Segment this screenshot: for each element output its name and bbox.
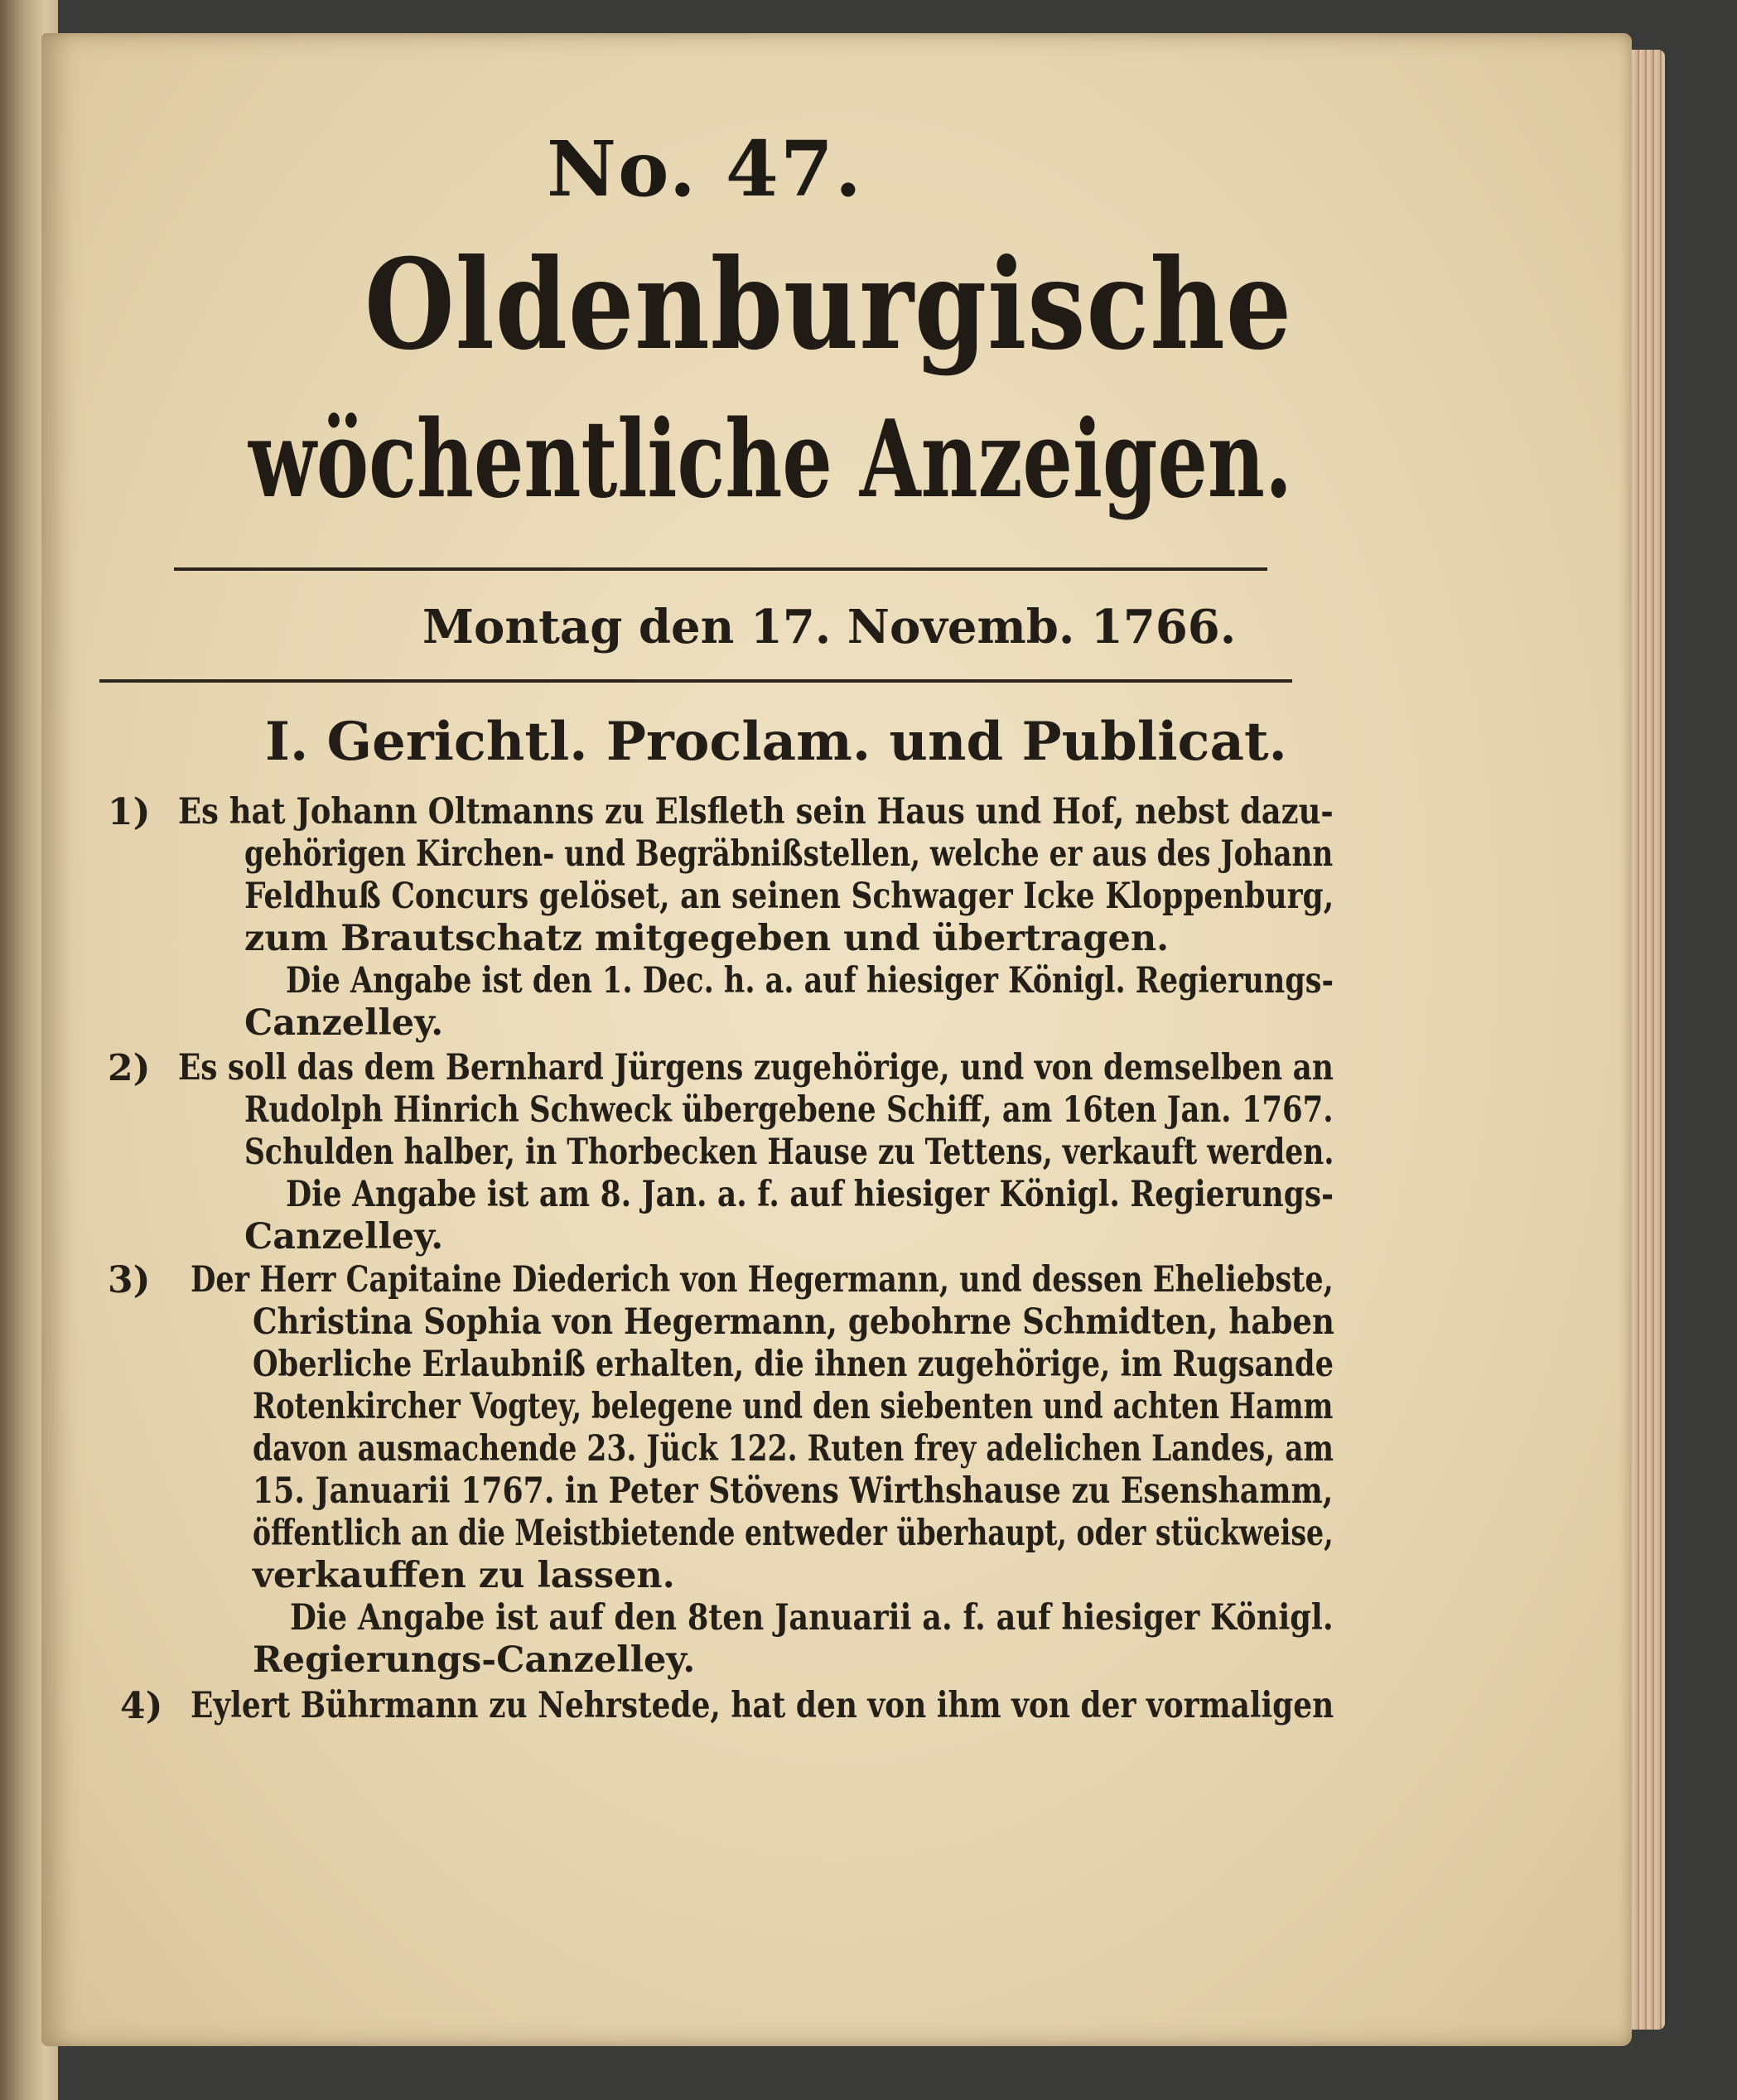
item-number: 2) [108,1047,151,1089]
section-heading: I. Gerichtl. Proclam. und Publicat. [265,711,1287,773]
item-line: Der Herr Capitaine Diederich von Hegermann, und dessen Eheliebste, [191,1259,1334,1301]
newspaper-title-line-1: Oldenburgische [364,232,1292,378]
item-line: Die Angabe ist am 8. Jan. a. f. auf hiesiger Königl. Regierungs- [286,1174,1334,1215]
item-line: davon ausmachende 23. Jück 122. Ruten frey adelichen Landes, am [253,1428,1334,1470]
item-line: Feldhuß Concurs gelöset, an seinen Schwager Icke Kloppenburg, [244,876,1334,917]
divider-rule-bottom [99,679,1292,683]
item-line: 15. Januarii 1767. in Peter Stövens Wirthshause zu Esenshamm, [253,1470,1334,1512]
item-line: Die Angabe ist den 1. Dec. h. a. auf hiesiger Königl. Regierungs- [286,960,1334,1002]
item-line: Schulden halber, in Thorbecken Hause zu Tettens, verkauft werden. [244,1132,1334,1173]
item-line: Oberliche Erlaubniß erhalten, die ihnen zugehörige, im Rugsande [253,1344,1334,1385]
item-line: gehörigen Kirchen- und Begräbnißstellen, welche er aus des Johann [244,833,1334,875]
issue-number: No. 47. [547,124,863,214]
page-stack-edge [1628,50,1665,2030]
item-line: Es soll das dem Bernhard Jürgens zugehörige, und von demselben an [178,1047,1334,1089]
item-line: Regierungs-Canzelley. [253,1639,696,1681]
item-line: Eylert Bührmann zu Nehrstede, hat den von ihm von der vormaligen [191,1685,1334,1726]
item-line: öffentlich an die Meistbietende entweder überhaupt, oder stückweise, [253,1513,1334,1554]
item-line: verkauffen zu lassen. [253,1555,675,1596]
item-number: 4) [120,1685,163,1727]
item-line: Canzelley. [244,1216,444,1258]
divider-rule-top [174,567,1267,571]
item-line: Christina Sophia von Hegermann, gebohrne Schmidten, haben [253,1301,1335,1343]
date-line: Montag den 17. Novemb. 1766. [422,600,1237,654]
newspaper-title-line-2: wöchentliche Anzeigen. [248,398,1293,522]
item-number: 1) [108,791,151,833]
item-line: zum Brautschatz mitgegeben und übertragen. [244,918,1170,959]
item-line: Die Angabe ist auf den 8ten Januarii a. f. auf hiesiger Königl. [290,1597,1334,1639]
item-line: Es hat Johann Oltmanns zu Elsfleth sein Haus und Hof, nebst dazu- [178,791,1334,833]
item-line: Rotenkircher Vogtey, belegene und den siebenten und achten Hamm [253,1386,1334,1427]
item-line: Rudolph Hinrich Schweck übergebene Schiff, am 16ten Jan. 1767. [244,1089,1334,1131]
item-line: Canzelley. [244,1002,444,1044]
item-number: 3) [108,1259,151,1301]
